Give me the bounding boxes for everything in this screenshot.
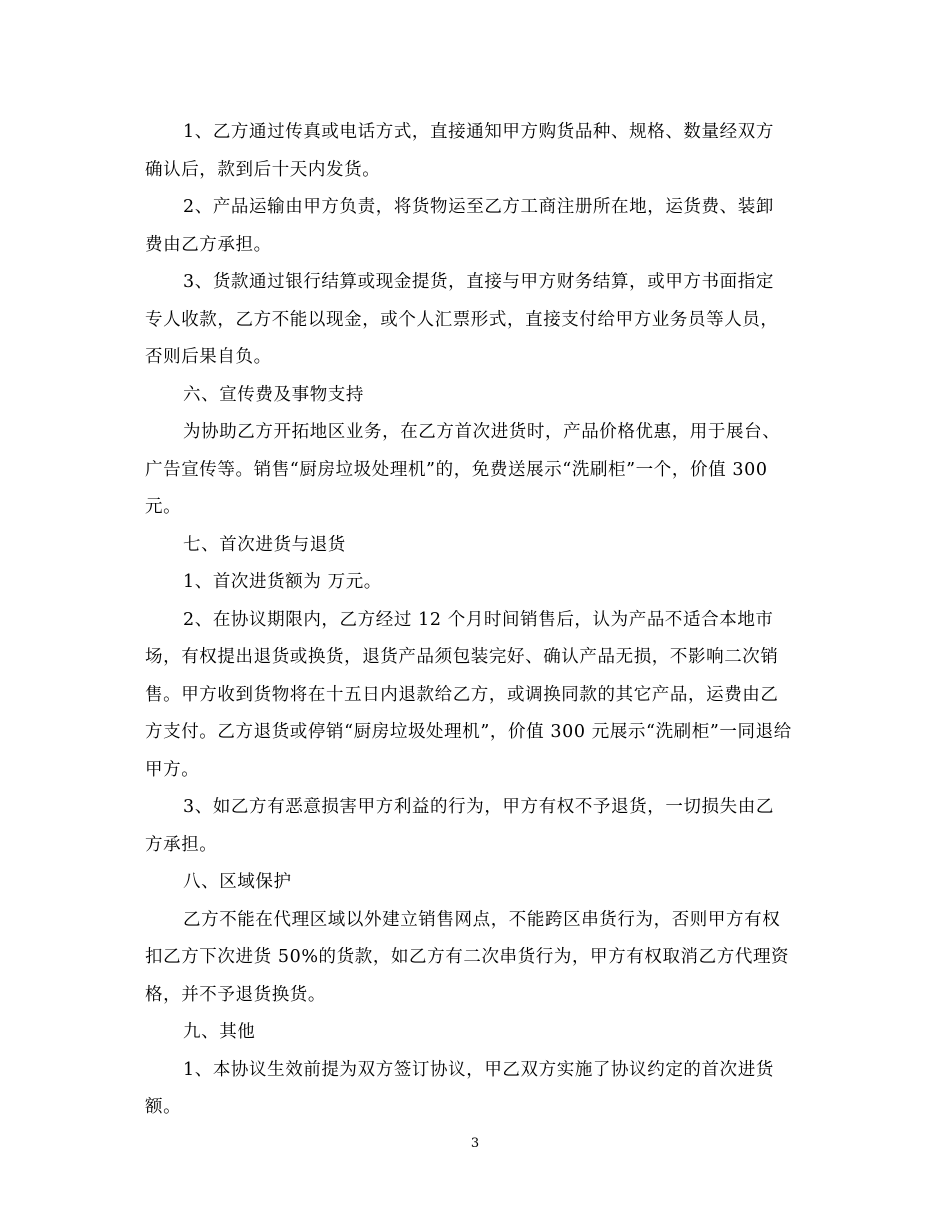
text-line: 方支付。乙方退货或停销“厨房垃圾处理机”，价值 300 元展示“洗刷柜”一同退给	[145, 722, 792, 742]
paragraph	[145, 264, 795, 377]
text-line: 3、如乙方有恶意损害甲方利益的行为，甲方有权不予退货，一切损失由乙	[183, 797, 774, 817]
text-line: 方承担。	[145, 834, 218, 855]
paragraph	[145, 1052, 795, 1127]
text-line: 甲方。	[145, 759, 200, 780]
text-line: 扣乙方下次进货 50%的货款，如乙方有二次串货行为，甲方有权取消乙方代理资	[145, 947, 790, 967]
paragraph	[145, 564, 795, 602]
paragraph	[145, 114, 795, 189]
text-line: 格，并不予退货换货。	[145, 984, 326, 1005]
text-line: 为协助乙方开拓地区业务，在乙方首次进货时，产品价格优惠，用于展台、	[183, 422, 781, 442]
text-line: 2、在协议期限内，乙方经过 12 个月时间销售后，认为产品不适合本地市	[183, 609, 774, 630]
paragraph	[145, 414, 795, 527]
text-line: 1、首次进货额为 万元。	[183, 572, 382, 592]
text-line: 广告宣传等。销售“厨房垃圾处理机”的，免费送展示“洗刷柜”一个，价值 300	[145, 459, 768, 480]
paragraph	[145, 602, 795, 790]
text-line: 否则后果自负。	[145, 347, 272, 367]
paragraph	[145, 189, 795, 264]
text-line: 六、宣传费及事物支持	[183, 384, 364, 405]
text-line: 专人收款，乙方不能以现金，或个人汇票形式，直接支付给甲方业务员等人员，	[145, 309, 779, 330]
text-line: 九、其他	[183, 1022, 256, 1042]
text-line: 2、产品运输由甲方负责，将货物运至乙方工商注册所在地，运货费、装卸	[183, 197, 774, 217]
document-body	[145, 114, 795, 1127]
paragraph	[145, 1014, 795, 1052]
text-line: 乙方不能在代理区域以外建立销售网点，不能跨区串货行为，否则甲方有权	[183, 909, 781, 930]
text-line: 七、首次进货与退货	[183, 534, 346, 555]
text-line: 3、货款通过银行结算或现金提货，直接与甲方财务结算，或甲方书面指定	[183, 272, 774, 292]
paragraph	[145, 377, 795, 415]
paragraph	[145, 864, 795, 902]
page-number: 3	[470, 1136, 480, 1151]
text-line: 元。	[145, 497, 182, 517]
paragraph	[145, 527, 795, 565]
text-line: 额。	[145, 1097, 182, 1117]
text-line: 1、乙方通过传真或电话方式，直接通知甲方购货品种、规格、数量经双方	[183, 122, 774, 142]
text-line: 确认后，款到后十天内发货。	[145, 159, 381, 180]
text-line: 售。甲方收到货物将在十五日内退款给乙方，或调换同款的其它产品，运费由乙	[145, 684, 779, 705]
text-line: 八、区域保护	[183, 872, 292, 892]
paragraph	[145, 902, 795, 1015]
text-line: 费由乙方承担。	[145, 234, 272, 255]
paragraph	[145, 789, 795, 864]
text-line: 1、本协议生效前提为双方签订协议，甲乙双方实施了协议约定的首次进货	[183, 1059, 774, 1080]
text-line: 场，有权提出退货或换货，退货产品须包装完好、确认产品无损，不影响二次销	[145, 647, 779, 667]
